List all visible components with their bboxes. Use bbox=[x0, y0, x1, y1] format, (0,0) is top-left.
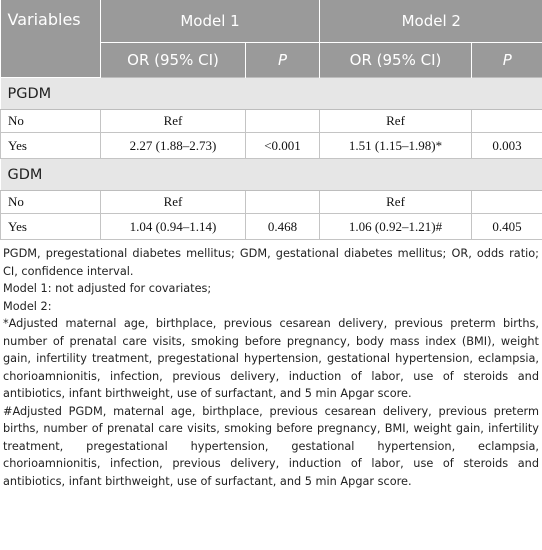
cell-m1-p: 0.468 bbox=[246, 214, 320, 240]
cell-m2-or: Ref bbox=[320, 191, 472, 214]
cell-m2-or: 1.06 (0.92–1.21)# bbox=[320, 214, 472, 240]
cell-m2-or: Ref bbox=[320, 110, 472, 133]
footnote-model-2: Model 2: bbox=[3, 299, 52, 313]
cell-m2-or: 1.51 (1.15–1.98)* bbox=[320, 133, 472, 159]
header-model-1: Model 1 bbox=[101, 0, 320, 43]
row-label: Yes bbox=[1, 133, 101, 159]
header-model-2: Model 2 bbox=[320, 0, 542, 43]
table-footnotes bbox=[0, 245, 539, 490]
cell-m1-p bbox=[246, 110, 320, 133]
section-gdm: GDM bbox=[1, 159, 542, 191]
cell-m2-p: 0.405 bbox=[472, 214, 542, 240]
header-m2-p: P bbox=[472, 43, 542, 78]
cell-m1-or: 2.27 (1.88–2.73) bbox=[101, 133, 246, 159]
row-label: No bbox=[1, 191, 101, 214]
cell-m2-p bbox=[472, 110, 542, 133]
cell-m1-or: Ref bbox=[101, 191, 246, 214]
cell-m2-p: 0.003 bbox=[472, 133, 542, 159]
row-label: No bbox=[1, 110, 101, 133]
footnote-hash-adjustment: #Adjusted PGDM, maternal age, birthplace, previous cesarean delivery, previous preterm births, number of prenatal care visits, smoking before pregnancy, BMI, weight gain, infertility treatment, pregestational hypertension, gestational hypertension, eclampsia, chorioamnionitis, infection, previous delivery, induction of labor, use of steroids and antibiotics, infant birthweight, use of surfactant, and 5 min Apgar score. bbox=[3, 404, 539, 488]
header-m1-p: P bbox=[246, 43, 320, 78]
row-label: Yes bbox=[1, 214, 101, 240]
cell-m2-p bbox=[472, 191, 542, 214]
cell-m1-or: Ref bbox=[101, 110, 246, 133]
header-m2-or: OR (95% CI) bbox=[320, 43, 472, 78]
footnote-star-adjustment: *Adjusted maternal age, birthplace, previous cesarean delivery, previous preterm births, number of prenatal care visits, smoking before pregnancy, body mass index (BMI), weight gain, infertility treatment, pregestational hypertension, gestational hypertension, eclampsia, chorioamnionitis, infection, previous delivery, induction of labor, use of steroids and antibiotics, infant birthweight, use of surfactant, and 5 min Apgar score. bbox=[3, 317, 539, 400]
cell-m1-p bbox=[246, 191, 320, 214]
results-table bbox=[0, 0, 542, 240]
cell-m1-or: 1.04 (0.94–1.14) bbox=[101, 214, 246, 240]
header-variables: Variables bbox=[1, 0, 101, 78]
footnote-model-1: Model 1: not adjusted for covariates; bbox=[3, 282, 212, 295]
results-table-container bbox=[0, 0, 542, 240]
section-pgdm: PGDM bbox=[1, 78, 542, 110]
footnote-abbreviations: PGDM, pregestational diabetes mellitus; GDM, gestational diabetes mellitus; OR, odds ratio; CI, confidence interval. bbox=[3, 247, 539, 278]
header-m1-or: OR (95% CI) bbox=[101, 43, 246, 78]
cell-m1-p: <0.001 bbox=[246, 133, 320, 159]
